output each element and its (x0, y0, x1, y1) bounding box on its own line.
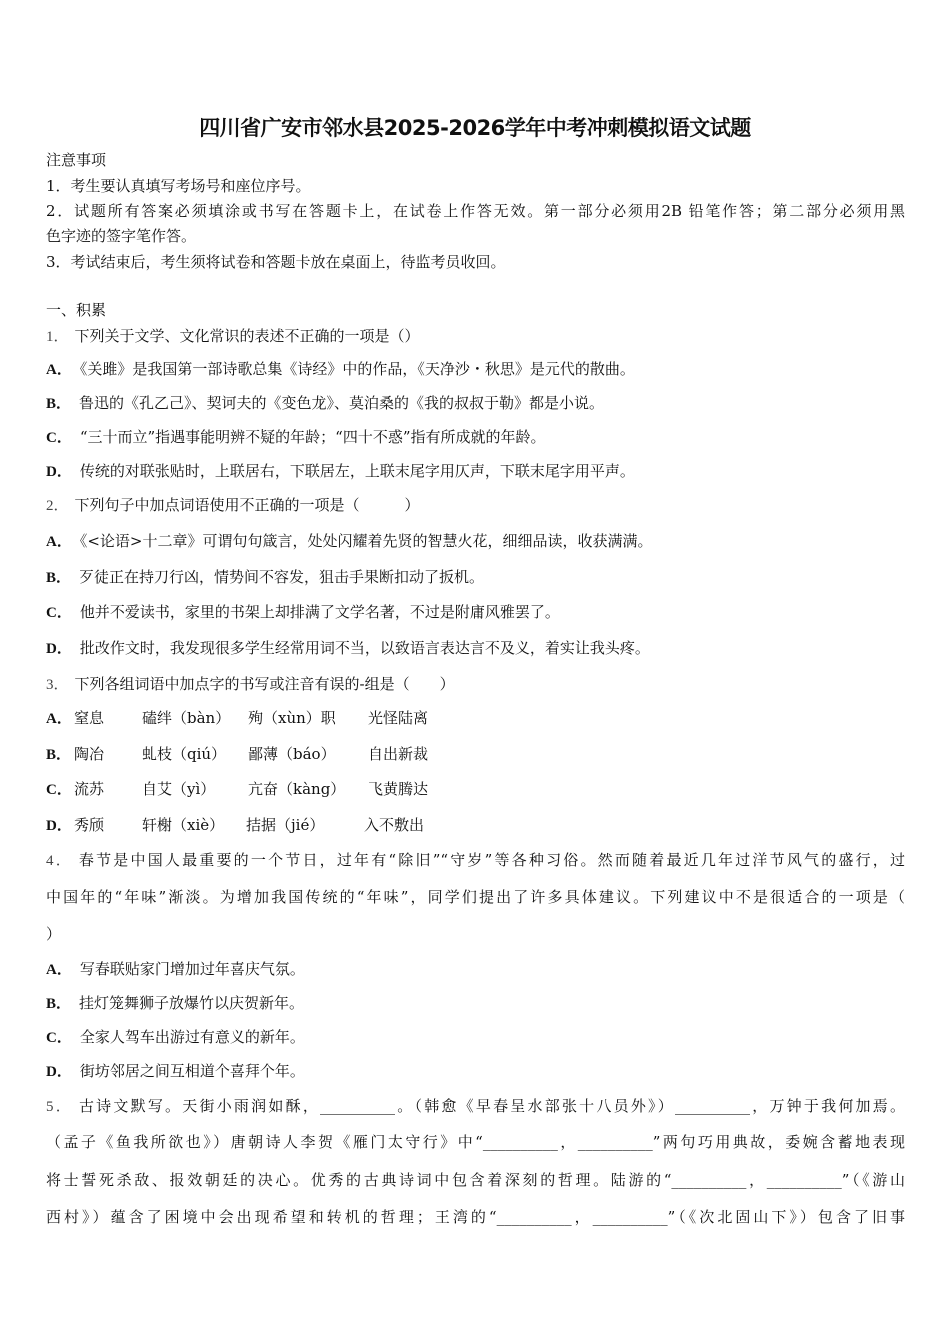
question-number: 3． (46, 677, 69, 693)
question-number: 2． (46, 498, 69, 514)
notice-item: 色字迹的签字笔作答。 (46, 227, 197, 245)
option-word: 自出新裁 (368, 745, 429, 763)
option-text: 传统的对联张贴时，上联居右，下联居左，上联末尾字用仄声，下联末尾字用平声。 (79, 462, 635, 480)
option-label: A． (46, 962, 72, 978)
question-text-line: 将士誓死杀敌、报效朝廷的决心。优秀的古典诗词中包含着深刻的哲理。陆游的“__________，__________”（《游山 (46, 1171, 905, 1189)
question-number: 5． (46, 1099, 73, 1115)
question-stem: 春节是中国人最重要的一个节日，过年有“除旧”“守岁”等各种习俗。然而随着最近几年过洋节风气的盛行，过 (78, 851, 905, 869)
option-label: A． (46, 711, 72, 727)
question-4 (46, 850, 905, 871)
option-word: 流苏 (74, 780, 105, 798)
option-label: C． (46, 782, 72, 798)
option-text: 《<论语>十二章》可谓句句箴言，处处闪耀着先贤的智慧火花，细细品读，收获满满。 (79, 532, 653, 550)
option-word: 拮据（jié） (246, 816, 325, 834)
question-2 (46, 495, 420, 516)
notice-heading: 注意事项 (46, 151, 107, 169)
question-stem: 下列各组词语中加点字的书写或注音有误的-组是（ ） (74, 675, 455, 693)
question-text-line: （孟子《鱼我所欲也》）唐朝诗人李贺《雁门太守行》中“__________，__________”两句巧用典故，委婉含蓄地表现 (46, 1133, 905, 1151)
option-text: 他并不爱读书，家里的书架上却排满了文学名著，不过是附庸风雅罢了。 (79, 603, 560, 621)
option-label: D． (46, 1064, 72, 1080)
option (46, 993, 304, 1014)
question-number: 1． (46, 329, 69, 345)
option-label: C． (46, 605, 72, 621)
option-word: 殉（xùn）职 (248, 709, 336, 727)
notice-item: 1．考生要认真填写考场号和座位序号。 (46, 177, 311, 195)
option-text: 批改作文时，我发现很多学生经常用词不当，以致语言表达言不及义，着实让我头疼。 (79, 639, 650, 657)
option-label: C． (46, 430, 72, 446)
option-word: 陶冶 (74, 745, 105, 763)
option (46, 708, 466, 728)
question-text-line: 中国年的“年味”渐淡。为增加我国传统的“年味”，同学们提出了许多具体建议。下列建议中不是很适合的一项是（ (46, 888, 905, 906)
question-stem: 下列句子中加点词语使用不正确的一项是（ ） (74, 496, 420, 514)
question-5 (46, 1096, 905, 1117)
option (46, 779, 466, 799)
option-word: 秀颀 (74, 816, 105, 834)
option-label: D． (46, 641, 72, 657)
option-text: 《关雎》是我国第一部诗歌总集《诗经》中的作品，《天净沙・秋思》是元代的散曲。 (79, 360, 635, 378)
option-word: 自艾（yì） (142, 780, 216, 798)
question-text-line: ） (46, 925, 62, 943)
option-word: 飞黄腾达 (368, 780, 429, 798)
option (46, 602, 560, 623)
question-stem: 下列关于文学、文化常识的表述不正确的一项是（） (74, 327, 420, 345)
option-word: 光怪陆离 (368, 709, 429, 727)
notice-item: 2．试题所有答案必须填涂或书写在答题卡上，在试卷上作答无效。第一部分必须用2B 铅笔作答；第二部分必须用黑 (46, 202, 905, 220)
option (46, 461, 635, 482)
option-word: 鄙薄（báo） (248, 745, 336, 763)
section-heading: 一、积累 (46, 301, 107, 319)
option-text: 歹徒正在持刀行凶，情势间不容发，狙击手果断扣动了扳机。 (79, 568, 485, 586)
option-text: 挂灯笼舞狮子放爆竹以庆贺新年。 (79, 994, 305, 1012)
question-text-line: 西村》）蕴含了困境中会出现希望和转机的哲理；王湾的“__________，__________”（《次北固山下》）包含了旧事 (46, 1208, 905, 1226)
option-text: 鲁迅的《孔乙己》、契诃夫的《变色龙》、莫泊桑的《我的叔叔于勒》都是小说。 (79, 394, 605, 412)
option-word: 磕绊（bàn） (142, 709, 231, 727)
option-label: D． (46, 818, 72, 834)
option-word: 虬枝（qiú） (142, 745, 227, 763)
notice-item: 3．考试结束后，考生须将试卷和答题卡放在桌面上，待监考员收回。 (46, 253, 506, 271)
question-number: 4． (46, 853, 73, 869)
option (46, 567, 484, 588)
option (46, 815, 466, 835)
option-label: A． (46, 362, 72, 378)
question-3 (46, 674, 455, 695)
option-text: 全家人驾车出游过有意义的新年。 (79, 1028, 305, 1046)
option-text: 写春联贴家门增加过年喜庆气氛。 (79, 960, 305, 978)
option (46, 744, 466, 764)
option (46, 638, 650, 659)
option-label: B． (46, 396, 72, 412)
option-text: “三十而立”指遇事能明辨不疑的年龄；“四十不惑”指有所成就的年龄。 (79, 428, 546, 446)
document-title: 四川省广安市邻水县2025-2026学年中考冲刺模拟语文试题 (199, 116, 751, 140)
option-word: 入不敷出 (364, 816, 425, 834)
option-text: 街坊邻居之间互相道个喜拜个年。 (79, 1062, 305, 1080)
option-label: C． (46, 1030, 72, 1046)
option-label: D． (46, 464, 72, 480)
option (46, 1061, 305, 1082)
option-label: B． (46, 996, 72, 1012)
option (46, 393, 604, 414)
option-label: B． (46, 747, 72, 763)
option (46, 959, 305, 980)
option (46, 531, 653, 552)
question-stem: 古诗文默写。天街小雨润如酥，__________。（韩愈《早春呈水部张十八员外》）__________，万钟于我何加焉。 (78, 1097, 905, 1115)
option-word: 亢奋（kàng） (248, 780, 346, 798)
option (46, 427, 546, 448)
option-word: 轩榭（xiè） (142, 816, 225, 834)
option-label: A． (46, 534, 72, 550)
option (46, 1027, 305, 1048)
option (46, 359, 635, 380)
question-1 (46, 326, 420, 347)
option-label: B． (46, 570, 72, 586)
option-word: 窒息 (74, 709, 105, 727)
